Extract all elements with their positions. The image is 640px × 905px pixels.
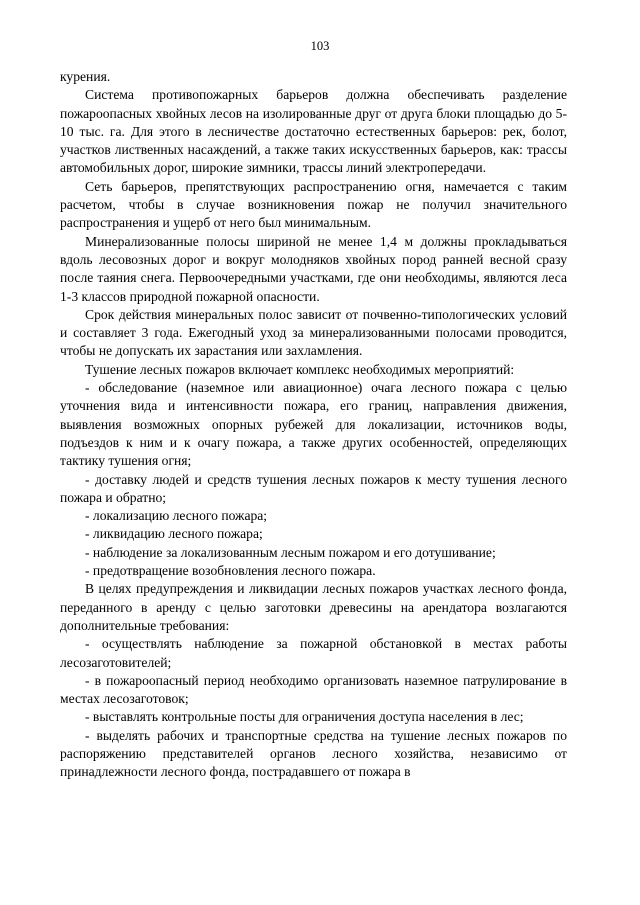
- paragraph: курения.: [60, 69, 111, 84]
- paragraph: Минерализованные полосы шириной не менее 1,4 м должны прокладываться вдоль лесовозных дорог и вокруг молодняков хвойных пород ранней весной сразу после таяния снега. Первоочередными участками, где они необходимы, являются леса 1-3 классов природной пожарной опасности.: [60, 233, 567, 304]
- paragraph: - в пожароопасный период необходимо организовать наземное патрулирование в местах лесозаготовок;: [60, 672, 567, 707]
- paragraph: - выделять рабочих и транспортные средства на тушение лесных пожаров по распоряжению представителей органов лесного хозяйства, независимо от принадлежности лесного фонда, пострадавшего от пожара в: [60, 727, 567, 780]
- paragraph: В целях предупреждения и ликвидации лесных пожаров участках лесного фонда, переданного в аренду с целью заготовки древесины на арендатора возлагаются дополнительные требования:: [60, 581, 567, 633]
- paragraph: - локализацию лесного пожара;: [85, 508, 268, 524]
- paragraph: - доставку людей и средств тушения лесных пожаров к месту тушения лесного пожара и обратно;: [60, 471, 567, 505]
- page-number: 103: [310, 39, 330, 53]
- paragraph: - предотвращение возобновления лесного пожара.: [85, 563, 376, 579]
- paragraph: - наблюдение за локализованным лесным пожаром и его дотушивание;: [85, 544, 496, 560]
- paragraph: - выставлять контрольные посты для ограничения доступа населения в лес;: [85, 709, 524, 725]
- paragraph: Срок действия минеральных полос зависит от почвенно-типологических условий и составляет 3 года. Ежегодный уход за минерализованными полосами проводится, чтобы не допускать их зарастания или захламления.: [60, 306, 567, 359]
- paragraph: Тушение лесных пожаров включает комплекс необходимых мероприятий:: [85, 361, 515, 377]
- paragraph: Сеть барьеров, препятствующих распространению огня, намечается с таким расчетом, чтобы в случае возникновения пожар не получил значительного распространения и ущерб от него был минимальным.: [60, 178, 567, 231]
- paragraph: Система противопожарных барьеров должна обеспечивать разделение пожароопасных хвойных лесов на изолированные друг от друга блоки площадью до 5-10 тыс. га. Для этого в лесничестве достаточно естественных барьеров: рек, болот, участков лиственных насаждений, а также таких искусственных барьеров, как: трассы автомобильных дорог, широкие зимники, трассы линий электропередачи.: [60, 87, 567, 176]
- paragraph: - осуществлять наблюдение за пожарной обстановкой в местах работы лесозаготовителей;: [60, 636, 567, 670]
- paragraph: - обследование (наземное или авиационное) очага лесного пожара с целью уточнения вида и интенсивности пожара, его границ, направления движения, выявления возможных опорных рубежей для локализации, источников воды, подъездов к ним и к очагу пожара, а также других особенностей, определяющих тактику тушения огня;: [60, 380, 567, 469]
- document-body: [60, 68, 567, 782]
- paragraph: - ликвидацию лесного пожара;: [85, 526, 263, 542]
